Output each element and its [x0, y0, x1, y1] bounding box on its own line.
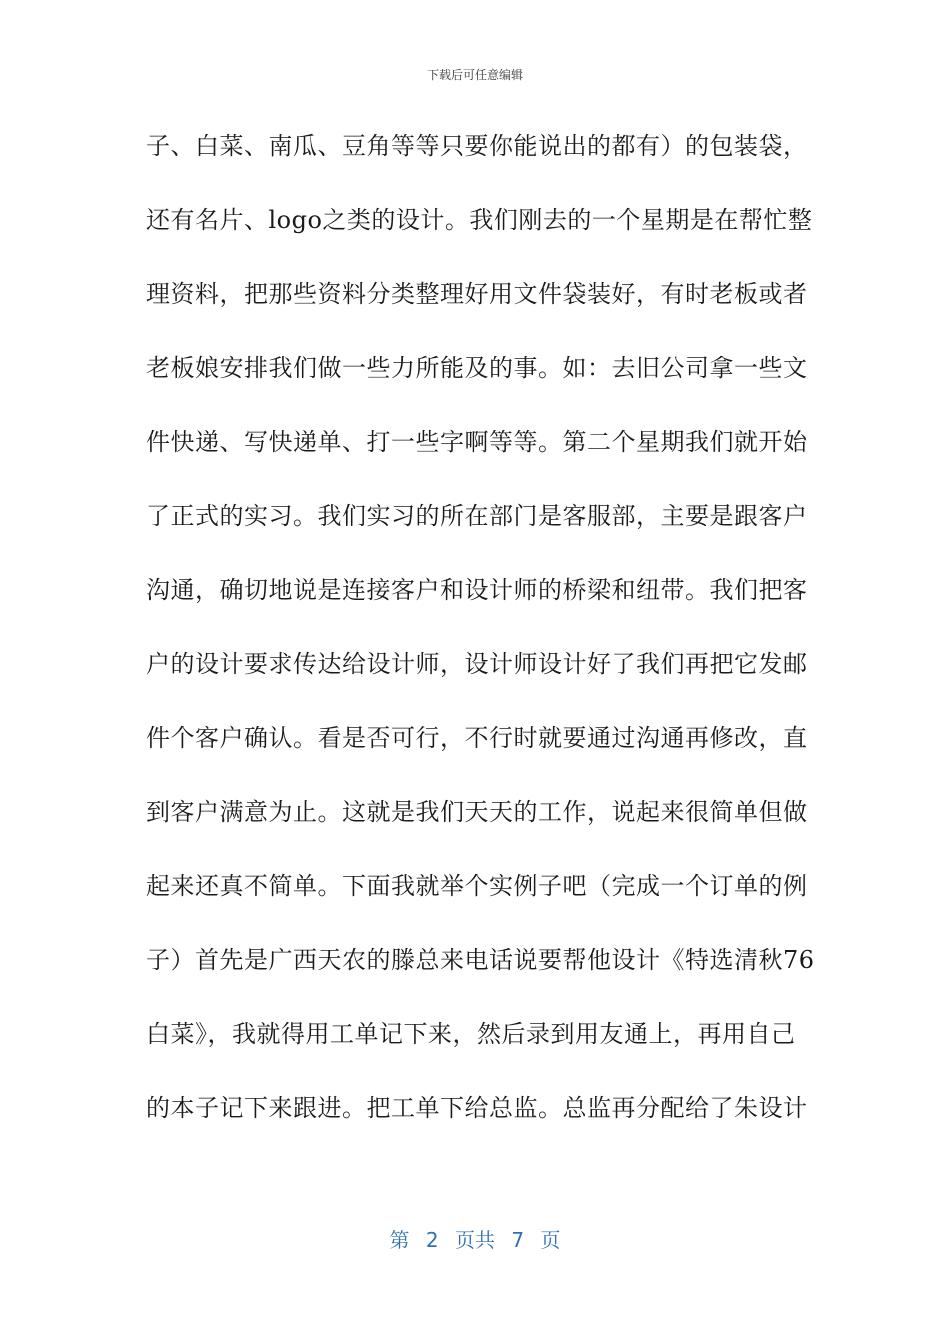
page-header: 下载后可任意编辑 — [426, 68, 523, 82]
body-text — [146, 126, 816, 1162]
body-line: 子、白菜、南瓜、豆角等等只要你能说出的都有）的包装袋， — [146, 132, 808, 160]
body-line: 沟通，确切地说是连接客户和设计师的桥梁和纽带。我们把客 — [146, 576, 808, 604]
page-number-footer: 第 2 页共 7 页 — [389, 1228, 561, 1252]
body-line: 白菜》，我就得用工单记下来，然后录到用友通上，再用自己 — [146, 1020, 796, 1048]
body-line: 了正式的实习。我们实习的所在部门是客服部，主要是跟客户 — [146, 502, 808, 530]
body-line: 还有名片、logo之类的设计。我们刚去的一个星期是在帮忙整 — [146, 206, 813, 234]
body-line: 子）首先是广西天农的滕总来电话说要帮他设计《特选清秋76 — [146, 946, 815, 974]
body-line: 户的设计要求传达给设计师，设计师设计好了我们再把它发邮 — [146, 650, 808, 678]
body-line: 件个客户确认。看是否可行，不行时就要通过沟通再修改，直 — [146, 724, 808, 752]
body-line: 到客户满意为止。这就是我们天天的工作，说起来很简单但做 — [146, 798, 808, 826]
body-line: 起来还真不简单。下面我就举个实例子吧（完成一个订单的例 — [146, 872, 808, 900]
body-line: 老板娘安排我们做一些力所能及的事。如：去旧公司拿一些文 — [146, 354, 808, 382]
body-line: 的本子记下来跟进。把工单下给总监。总监再分配给了朱设计 — [146, 1094, 808, 1122]
body-line: 件快递、写快递单、打一些字啊等等。第二个星期我们就开始 — [146, 428, 808, 456]
body-line: 理资料，把那些资料分类整理好用文件袋装好，有时老板或者 — [146, 280, 808, 308]
